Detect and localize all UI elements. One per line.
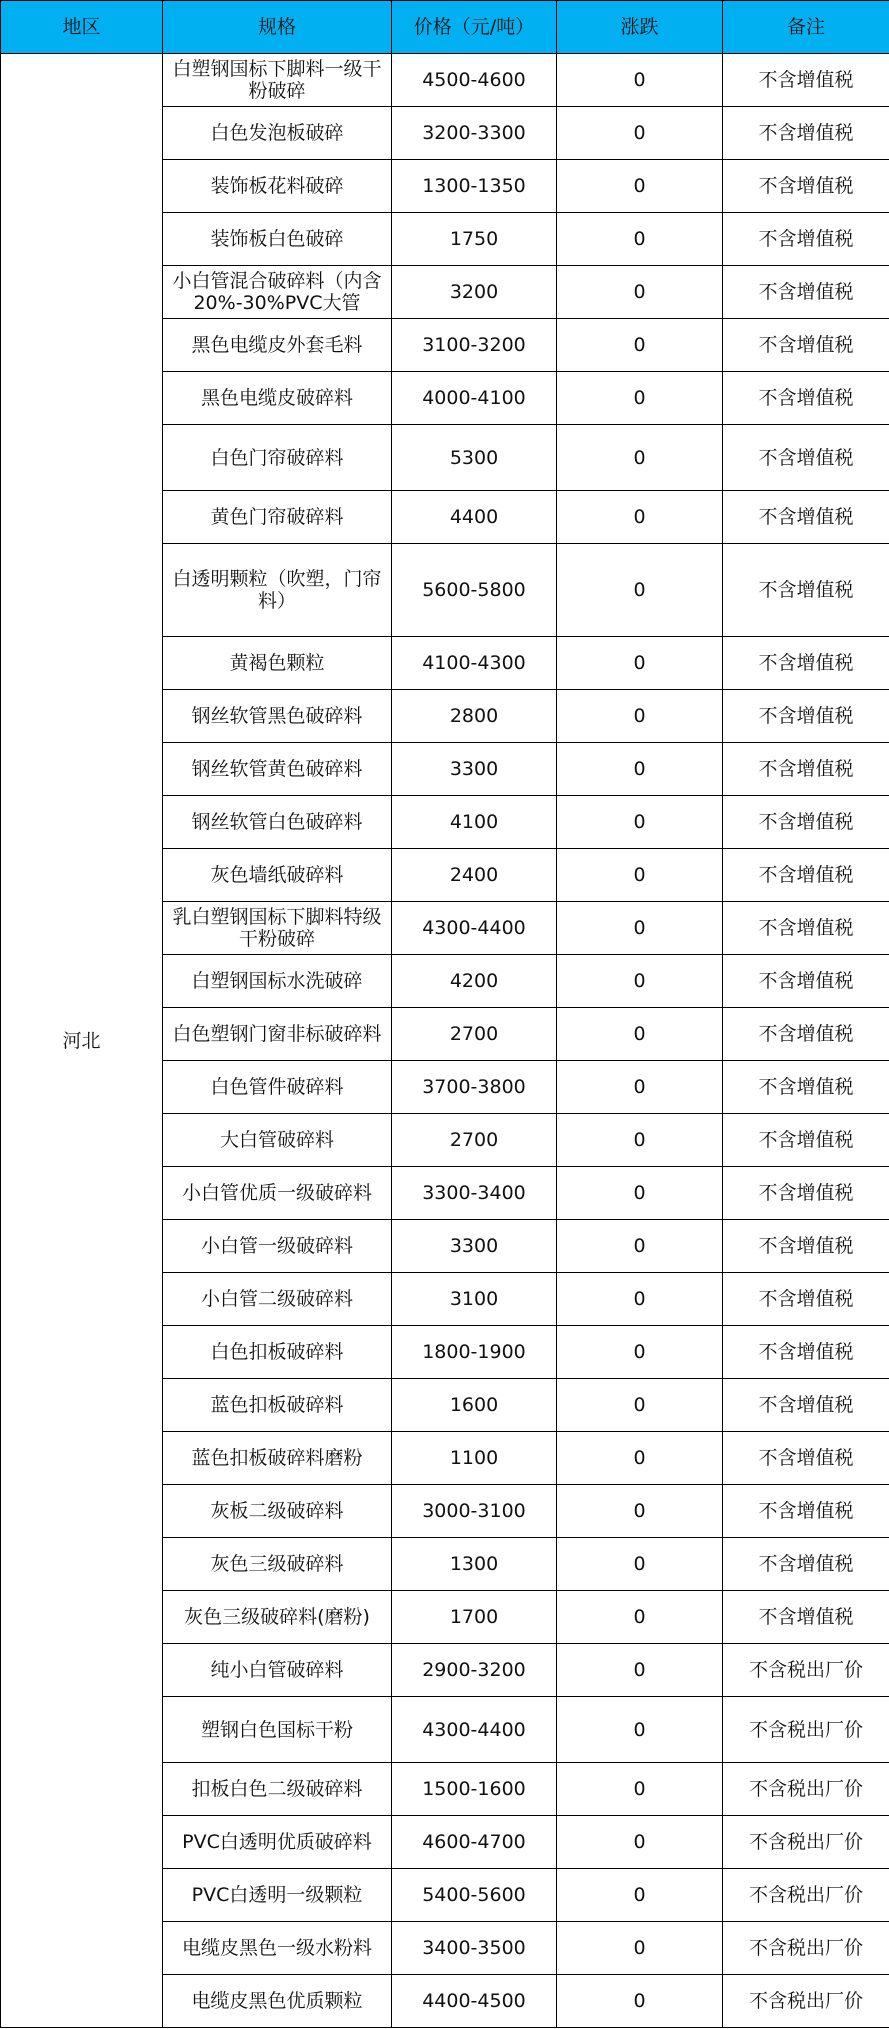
spec-cell: 黄色门帘破碎料 bbox=[163, 491, 392, 544]
price-cell: 5600-5800 bbox=[392, 544, 557, 637]
note-cell: 不含增值税 bbox=[723, 1273, 889, 1326]
price-cell: 3100 bbox=[392, 1273, 557, 1326]
note-cell: 不含增值税 bbox=[723, 637, 889, 690]
change-cell: 0 bbox=[557, 425, 723, 491]
price-cell: 2900-3200 bbox=[392, 1644, 557, 1697]
note-cell: 不含增值税 bbox=[723, 1008, 889, 1061]
spec-cell: 蓝色扣板破碎料 bbox=[163, 1379, 392, 1432]
change-cell: 0 bbox=[557, 955, 723, 1008]
spec-cell: 电缆皮黑色优质颗粒 bbox=[163, 1975, 392, 2028]
note-cell: 不含增值税 bbox=[723, 1326, 889, 1379]
header-region: 地区 bbox=[1, 1, 163, 54]
note-cell: 不含增值税 bbox=[723, 1538, 889, 1591]
spec-cell: 白色管件破碎料 bbox=[163, 1061, 392, 1114]
table-row bbox=[1, 54, 889, 107]
price-cell: 4400-4500 bbox=[392, 1975, 557, 2028]
spec-cell: 钢丝软管黑色破碎料 bbox=[163, 690, 392, 743]
change-cell: 0 bbox=[557, 1114, 723, 1167]
spec-cell: 灰色墙纸破碎料 bbox=[163, 849, 392, 902]
note-cell: 不含增值税 bbox=[723, 902, 889, 955]
note-cell: 不含税出厂价 bbox=[723, 1697, 889, 1763]
price-cell: 1600 bbox=[392, 1379, 557, 1432]
spec-cell: 小白管混合破碎料（内含20%-30%PVC大管 bbox=[163, 266, 392, 319]
price-cell: 3700-3800 bbox=[392, 1061, 557, 1114]
price-cell: 4500-4600 bbox=[392, 54, 557, 107]
change-cell: 0 bbox=[557, 1816, 723, 1869]
change-cell: 0 bbox=[557, 1869, 723, 1922]
change-cell: 0 bbox=[557, 266, 723, 319]
note-cell: 不含增值税 bbox=[723, 690, 889, 743]
spec-cell: 白色发泡板破碎 bbox=[163, 107, 392, 160]
price-cell: 3300-3400 bbox=[392, 1167, 557, 1220]
note-cell: 不含税出厂价 bbox=[723, 1816, 889, 1869]
change-cell: 0 bbox=[557, 902, 723, 955]
change-cell: 0 bbox=[557, 1697, 723, 1763]
change-cell: 0 bbox=[557, 1167, 723, 1220]
price-cell: 1750 bbox=[392, 213, 557, 266]
header-price: 价格（元/吨） bbox=[392, 1, 557, 54]
change-cell: 0 bbox=[557, 213, 723, 266]
change-cell: 0 bbox=[557, 1326, 723, 1379]
change-cell: 0 bbox=[557, 1273, 723, 1326]
price-cell: 3200 bbox=[392, 266, 557, 319]
spec-cell: 扣板白色二级破碎料 bbox=[163, 1763, 392, 1816]
note-cell: 不含税出厂价 bbox=[723, 1644, 889, 1697]
note-cell: 不含增值税 bbox=[723, 1379, 889, 1432]
spec-cell: 灰色三级破碎料 bbox=[163, 1538, 392, 1591]
spec-cell: 装饰板白色破碎 bbox=[163, 213, 392, 266]
note-cell: 不含增值税 bbox=[723, 1114, 889, 1167]
header-note: 备注 bbox=[723, 1, 889, 54]
price-cell: 1800-1900 bbox=[392, 1326, 557, 1379]
spec-cell: 黑色电缆皮外套毛料 bbox=[163, 319, 392, 372]
change-cell: 0 bbox=[557, 1975, 723, 2028]
note-cell: 不含增值税 bbox=[723, 107, 889, 160]
note-cell: 不含税出厂价 bbox=[723, 1975, 889, 2028]
change-cell: 0 bbox=[557, 1432, 723, 1485]
spec-cell: 小白管二级破碎料 bbox=[163, 1273, 392, 1326]
change-cell: 0 bbox=[557, 1591, 723, 1644]
price-cell: 3300 bbox=[392, 1220, 557, 1273]
price-cell: 4400 bbox=[392, 491, 557, 544]
spec-cell: 蓝色扣板破碎料磨粉 bbox=[163, 1432, 392, 1485]
price-cell: 1300 bbox=[392, 1538, 557, 1591]
spec-cell: 纯小白管破碎料 bbox=[163, 1644, 392, 1697]
price-cell: 3400-3500 bbox=[392, 1922, 557, 1975]
spec-cell: 灰色三级破碎料(磨粉) bbox=[163, 1591, 392, 1644]
price-cell: 3100-3200 bbox=[392, 319, 557, 372]
note-cell: 不含增值税 bbox=[723, 1432, 889, 1485]
spec-cell: 装饰板花料破碎 bbox=[163, 160, 392, 213]
spec-cell: 白透明颗粒（吹塑，门帘料） bbox=[163, 544, 392, 637]
price-cell: 4300-4400 bbox=[392, 1697, 557, 1763]
note-cell: 不含增值税 bbox=[723, 425, 889, 491]
spec-cell: 钢丝软管黄色破碎料 bbox=[163, 743, 392, 796]
price-cell: 2400 bbox=[392, 849, 557, 902]
change-cell: 0 bbox=[557, 743, 723, 796]
price-cell: 3000-3100 bbox=[392, 1485, 557, 1538]
spec-cell: PVC白透明一级颗粒 bbox=[163, 1869, 392, 1922]
price-cell: 1700 bbox=[392, 1591, 557, 1644]
change-cell: 0 bbox=[557, 160, 723, 213]
note-cell: 不含增值税 bbox=[723, 1591, 889, 1644]
note-cell: 不含增值税 bbox=[723, 160, 889, 213]
table-header-row bbox=[1, 1, 889, 54]
spec-cell: 白塑钢国标下脚料一级干粉破碎 bbox=[163, 54, 392, 107]
note-cell: 不含增值税 bbox=[723, 1061, 889, 1114]
spec-cell: 黄褐色颗粒 bbox=[163, 637, 392, 690]
change-cell: 0 bbox=[557, 1061, 723, 1114]
note-cell: 不含增值税 bbox=[723, 796, 889, 849]
spec-cell: 白色门帘破碎料 bbox=[163, 425, 392, 491]
spec-cell: 小白管一级破碎料 bbox=[163, 1220, 392, 1273]
note-cell: 不含增值税 bbox=[723, 319, 889, 372]
spec-cell: 灰板二级破碎料 bbox=[163, 1485, 392, 1538]
spec-cell: 电缆皮黑色一级水粉料 bbox=[163, 1922, 392, 1975]
spec-cell: 黑色电缆皮破碎料 bbox=[163, 372, 392, 425]
change-cell: 0 bbox=[557, 319, 723, 372]
note-cell: 不含增值税 bbox=[723, 1220, 889, 1273]
note-cell: 不含税出厂价 bbox=[723, 1869, 889, 1922]
price-cell: 4200 bbox=[392, 955, 557, 1008]
note-cell: 不含税出厂价 bbox=[723, 1763, 889, 1816]
change-cell: 0 bbox=[557, 1644, 723, 1697]
note-cell: 不含增值税 bbox=[723, 1167, 889, 1220]
change-cell: 0 bbox=[557, 491, 723, 544]
note-cell: 不含增值税 bbox=[723, 372, 889, 425]
price-cell: 3300 bbox=[392, 743, 557, 796]
note-cell: 不含增值税 bbox=[723, 955, 889, 1008]
note-cell: 不含税出厂价 bbox=[723, 1922, 889, 1975]
note-cell: 不含增值税 bbox=[723, 743, 889, 796]
spec-cell: 白色扣板破碎料 bbox=[163, 1326, 392, 1379]
spec-cell: PVC白透明优质破碎料 bbox=[163, 1816, 392, 1869]
change-cell: 0 bbox=[557, 849, 723, 902]
note-cell: 不含增值税 bbox=[723, 54, 889, 107]
price-cell: 4100-4300 bbox=[392, 637, 557, 690]
spec-cell: 塑钢白色国标干粉 bbox=[163, 1697, 392, 1763]
note-cell: 不含增值税 bbox=[723, 266, 889, 319]
price-cell: 5400-5600 bbox=[392, 1869, 557, 1922]
price-cell: 5300 bbox=[392, 425, 557, 491]
spec-cell: 大白管破碎料 bbox=[163, 1114, 392, 1167]
price-cell: 4000-4100 bbox=[392, 372, 557, 425]
price-cell: 2700 bbox=[392, 1008, 557, 1061]
change-cell: 0 bbox=[557, 107, 723, 160]
note-cell: 不含增值税 bbox=[723, 1485, 889, 1538]
change-cell: 0 bbox=[557, 796, 723, 849]
price-cell: 2700 bbox=[392, 1114, 557, 1167]
spec-cell: 乳白塑钢国标下脚料特级干粉破碎 bbox=[163, 902, 392, 955]
table-body bbox=[1, 54, 889, 2028]
header-spec: 规格 bbox=[163, 1, 392, 54]
price-cell: 2800 bbox=[392, 690, 557, 743]
note-cell: 不含增值税 bbox=[723, 544, 889, 637]
price-cell: 4300-4400 bbox=[392, 902, 557, 955]
change-cell: 0 bbox=[557, 1763, 723, 1816]
note-cell: 不含增值税 bbox=[723, 491, 889, 544]
change-cell: 0 bbox=[557, 54, 723, 107]
change-cell: 0 bbox=[557, 372, 723, 425]
spec-cell: 小白管优质一级破碎料 bbox=[163, 1167, 392, 1220]
change-cell: 0 bbox=[557, 1008, 723, 1061]
price-cell: 3200-3300 bbox=[392, 107, 557, 160]
region-cell: 河北 bbox=[1, 54, 163, 2028]
price-cell: 1300-1350 bbox=[392, 160, 557, 213]
change-cell: 0 bbox=[557, 690, 723, 743]
price-cell: 4100 bbox=[392, 796, 557, 849]
note-cell: 不含增值税 bbox=[723, 849, 889, 902]
price-cell: 1500-1600 bbox=[392, 1763, 557, 1816]
spec-cell: 白色塑钢门窗非标破碎料 bbox=[163, 1008, 392, 1061]
note-cell: 不含增值税 bbox=[723, 213, 889, 266]
change-cell: 0 bbox=[557, 1485, 723, 1538]
change-cell: 0 bbox=[557, 637, 723, 690]
change-cell: 0 bbox=[557, 1379, 723, 1432]
header-change: 涨跌 bbox=[557, 1, 723, 54]
change-cell: 0 bbox=[557, 1922, 723, 1975]
price-cell: 4600-4700 bbox=[392, 1816, 557, 1869]
change-cell: 0 bbox=[557, 544, 723, 637]
change-cell: 0 bbox=[557, 1220, 723, 1273]
change-cell: 0 bbox=[557, 1538, 723, 1591]
spec-cell: 白塑钢国标水洗破碎 bbox=[163, 955, 392, 1008]
price-cell: 1100 bbox=[392, 1432, 557, 1485]
spec-cell: 钢丝软管白色破碎料 bbox=[163, 796, 392, 849]
